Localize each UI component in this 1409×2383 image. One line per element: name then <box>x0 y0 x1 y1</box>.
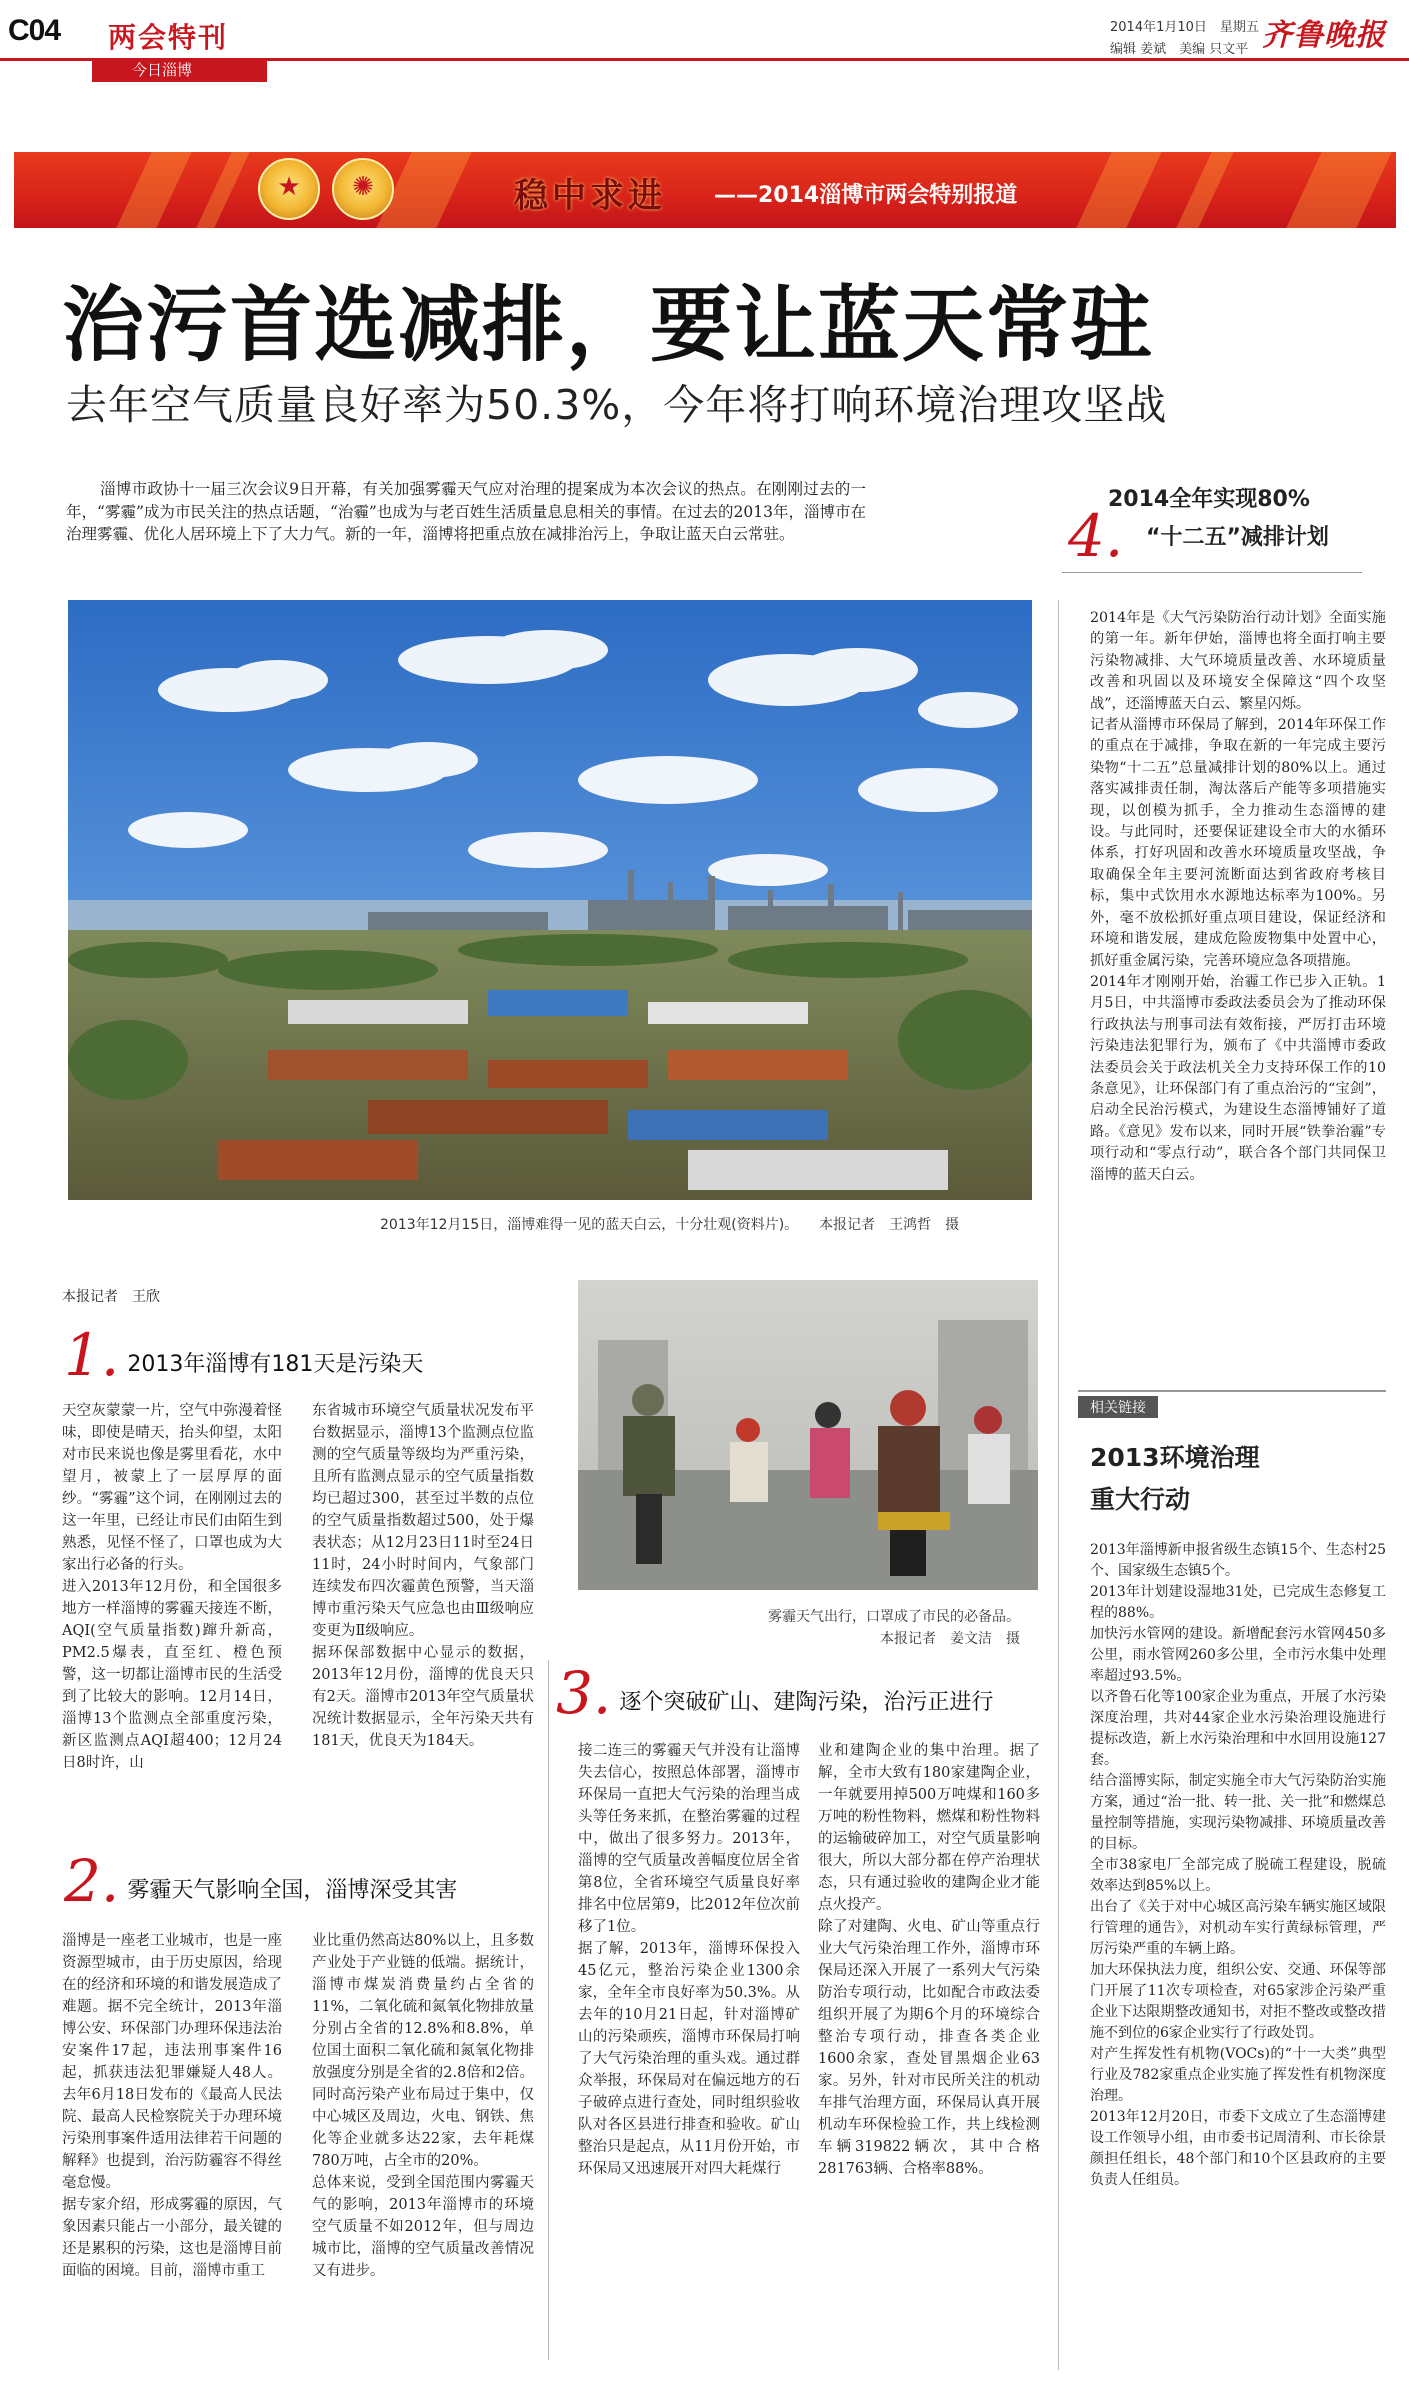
photo-caption-main: 2013年12月15日，淄博难得一见的蓝天白云，十分壮观(资料片)。 本报记者 王鸿哲 摄 <box>380 1217 960 1233</box>
section-1-head <box>64 1321 424 1389</box>
photo-smog-commuters <box>578 1280 1038 1590</box>
section-number: 4. <box>1068 502 1124 570</box>
related-title-line1: 2013环境治理 <box>1090 1443 1260 1472</box>
column-divider <box>548 1660 549 2360</box>
section-1-col1: 天空灰蒙蒙一片，空气中弥漫着怪味，即使是晴天，抬头仰望，太阳对市民来说也像是雾里看花，水中望月，被蒙上了一层厚厚的面纱。“雾霾”这个词，在刚刚过去的这一年里，已经让市民们由陌生到熟悉，见怪不怪了，口罩也成为大家出行必备的行头。 进入2013年12月份，和全国很多地方一样淄博的雾霾天接连不断，AQI(空气质量指数)蹿升新高，PM2.5爆表，直至红、橙色预警，这一切都让淄博市民的生活受到了比较大的影响。12月14日，淄博13个监测点全部重度污染，新区监测点AQI超400；12月24日8时许，山 <box>62 1403 282 1771</box>
section-number: 3. <box>556 1659 612 1727</box>
banner-headline: 稳中求进 <box>514 176 666 216</box>
byline: 本报记者 王欣 <box>62 1289 160 1305</box>
section-number: 2. <box>64 1847 120 1915</box>
section-title-text: 2013年淄博有181天是污染天 <box>127 1352 424 1377</box>
section-2-col1: 淄博是一座老工业城市，也是一座资源型城市，由于历史原因，给现在的经济和环境的和谐发展造成了难题。据不完全统计，2013年淄博公安、环保部门办理环保违法治安案件17起，违法刑事案件16起，抓获违法犯罪嫌疑人48人。去年6月18日发布的《最高人民法院、最高人民检察院关于办理环境污染刑事案件适用法律若干问题的解释》也提到，治污防霾容不得丝毫怠慢。 据专家介绍，形成雾霾的原因，气象因素只能占一小部分，最关键的还是累积的污染，这也是淄博目前面临的困境。目前，淄博市重工 <box>62 1933 282 2279</box>
newspaper-logo: 齐鲁晚报 <box>1262 18 1386 53</box>
national-emblem-icon: ★ <box>258 158 320 220</box>
banner-subtitle: ——2014淄博市两会特别报道 <box>714 183 1018 208</box>
section-1-col2: 东省城市环境空气质量状况发布平台数据显示，淄博13个监测点位监测的空气质量等级均为严重污染，且所有监测点显示的空气质量指数均已超过300，甚至过半数的点位的空气质量指数超过500，处于爆表状态；从12月23日11时至24日11时，24小时时间内，气象部门连续发布四次霾黄色预警，当天淄博市重污染天气应急也由Ⅲ级响应变更为Ⅱ级响应。 据环保部数据中心显示的数据，2013年12月份，淄博的优良天只有2天。淄博市2013年空气质量状况统计数据显示，全年污染天共有181天，优良天为184天。 <box>312 1403 534 1749</box>
caption-smog-line2: 本报记者 姜文洁 摄 <box>880 1631 1020 1647</box>
editor-credits: 编辑 姜斌 美编 只文平 <box>1110 42 1249 57</box>
section-3-col2: 业和建陶企业的集中治理。据了解，全市大致有180家建陶企业，一年就要用掉500万吨煤和160多万吨的粉性物料，燃煤和粉性物料的运输破碎加工，对空气质量影响很大，所以大部分都在停产治理状态，只有通过验收的建陶企业才能点火投产。 除了对建陶、火电、矿山等重点行业大气污染治理工作外，淄博市环保局还深入开展了一系列大气污染防治专项行动，比如配合市政法委组织开展了为期6个月的环境综合整治专项行动，排查各类企业1600余家，查处冒黑烟企业63家。另外，针对市民所关注的机动车排气治理方面，环保局认真开展机动车环保检验工作，共上线检测车辆319822辆次，其中合格281763辆、合格率88%。 <box>818 1743 1040 2177</box>
article-lead: 淄博市政协十一届三次会议9日开幕，有关加强雾霾天气应对治理的提案成为本次会议的热点。在刚刚过去的一年，“雾霾”成为市民关注的热点话题，“治霾”也成为与老百姓生活质量息息相关的事情。在过去的2013年，淄博市在治理雾霾、优化人居环境上下了大力气。新的一年，淄博将把重点放在减排治污上，争取让蓝天白云常驻。 <box>66 480 866 543</box>
photo-blue-sky-city <box>68 600 1032 1200</box>
city-skyline-illustration <box>68 600 1032 1200</box>
section-title-line1: 2014全年实现80% <box>1108 487 1310 512</box>
section-4-text: 2014年是《大气污染防治行动计划》全面实施的第一年。新年伊始，淄博也将全面打响主要污染物减排、大气环境质量改善、水环境质量改善和巩固以及环境安全保障这“四个攻坚战”，还淄博蓝天白云、繁星闪烁。 记者从淄博市环保局了解到，2014年环保工作的重点在于减排，争取在新的一年完成主要污染物“十二五”总量减排计划的80%以上。通过落实减排责任制，淘汰落后产能等多项措施实现，以创模为抓手，全力推动生态淄博的建设。与此同时，还要保证建设全市大的水循环体系，打好巩固和改善水环境质量攻坚战，争取确保全年主要河流断面达到省政府考核目标，集中式饮用水水源地达标率为100%。另外，毫不放松抓好重点项目建设，保证经济和环境和谐发展，建成危险废物集中处置中心，抓好重金属污染，完善环境应急各项措施。 2014年才刚刚开始，治霾工作已步入正轨。1月5日，中共淄博市委政法委员会为了推动环保行政执法与刑事司法有效衔接，严厉打击环境污染违法犯罪行为，颁布了《中共淄博市委政法委员会关于政法机关全力支持环保工作的10条意见》，让环保部门有了重点治污的“宝剑”，启动全民治污模式，为建设生态淄博铺好了道路。《意见》发布以来，同时开展“铁拳治霾”专项行动和“零点行动”，联合各个部门共同保卫淄博的蓝天白云。 <box>1090 610 1386 1183</box>
article-subheadline: 去年空气质量良好率为50.3%，今年将打响环境治理攻坚战 <box>66 381 1168 429</box>
related-text: 2013年淄博新申报省级生态镇15个、生态村25个、国家级生态镇5个。 2013年计划建设湿地31处，已完成生态修复工程的88%。 加快污水管网的建设。新增配套污水管网450多公里，雨水管网260多公里，全市污水集中处理率超过93.5%。 以齐鲁石化等100家企业为重点，开展了水污染深度治理，共对44家企业水污染治理设施进行提标改造，新上水污染治理和中水回用设施127套。 结合淄博实际，制定实施全市大气污染防治实施方案，通过“治一批、转一批、关一批”和燃煤总量控制等措施，实现污染物减排、环境质量改善的目标。 全市38家电厂全部完成了脱硫工程建设，脱硫效率达到85%以上。 出台了《关于对中心城区高污染车辆实施区域限行管理的通告》，对机动车实行黄绿标管理，严厉污染严重的车辆上路。 加大环保执法力度，组织公安、交通、环保等部门开展了11次专项检查，对65家涉企污染严重企业下达限期整改通知书，对拒不整改或整改措施不到位的6家企业实行了行政处罚。 对产生挥发性有机物(VOCs)的“十一大类”典型行业及782家重点企业实施了挥发性有机物深度治理。 2013年12月20日，市委下文成立了生态淄博建设工作领导小组，由市委书记周清利、市长徐景颜担任组长，48个部门和10个区县政府的主要负责人任组员。 <box>1090 1542 1386 2188</box>
section-title-line2: “十二五”减排计划 <box>1146 525 1329 550</box>
section-tag: 今日淄博 <box>92 58 267 82</box>
article-headline: 治污首选减排，要让蓝天常驻 <box>62 278 1155 373</box>
section-title: 两会特刊 <box>108 21 229 54</box>
section-3-head <box>556 1659 994 1727</box>
photo-caption-smog <box>660 1606 1020 1650</box>
special-report-banner <box>14 152 1396 228</box>
caption-smog-line1: 雾霾天气出行，口罩成了市民的必备品。 <box>768 1609 1020 1625</box>
smog-street-illustration <box>578 1280 1038 1590</box>
section-title-text: 逐个突破矿山、建陶污染，治污正进行 <box>619 1690 994 1715</box>
related-links-bar <box>1078 1390 1386 1414</box>
column-divider <box>1058 600 1059 2370</box>
section-rule <box>1062 572 1362 573</box>
related-links-label: 相关链接 <box>1078 1396 1158 1418</box>
issue-date: 2014年1月10日 星期五 <box>1110 20 1259 35</box>
section-2-col2: 业比重仍然高达80%以上，且多数产业处于产业链的低端。据统计，淄博市煤炭消费量约占全省的11%，二氧化硫和氮氧化物排放量分别占全省的12.8%和8.8%，单位国土面积二氧化硫和氮氧化物排放强度分别是全省的2.8倍和2倍。同时高污染产业布局过于集中，仅中心城区及周边，火电、钢铁、焦化等企业就多达22家，去年耗煤780万吨，占全市的20%。 总体来说，受到全国范围内雾霾天气的影响，2013年淄博市的环境空气质量不如2012年，但与周边城市比，淄博的空气质量改善情况又有进步。 <box>312 1933 534 2279</box>
section-3-col1: 接二连三的雾霾天气并没有让淄博失去信心，按照总体部署，淄博市环保局一直把大气污染的治理当成头等任务来抓，在整治雾霾的过程中，做出了很多努力。2013年，淄博的空气质量改善幅度位居全省第8位，全省环境空气质量良好率排名中位居第9，比2012年位次前移了1位。 据了解，2013年，淄博环保投入45亿元，整治污染企业1300余家，全年全市良好率为50.3%。从去年的10月21日起，针对淄博矿山的污染顽疾，淄博市环保局打响了大气污染治理的重头戏。通过群众举报，环保局对在偏远地方的石子破碎点进行查处，同时组织验收队对各区县进行排查和验收。矿山整治只是起点，从11月份开始，市环保局又迅速展开对四大耗煤行 <box>578 1743 800 2177</box>
section-number: 1. <box>64 1321 120 1389</box>
related-title-line2: 重大行动 <box>1090 1485 1191 1514</box>
section-2-head <box>64 1847 458 1915</box>
page-number: C04 <box>8 14 61 47</box>
cppcc-emblem-icon: ✺ <box>332 158 394 220</box>
section-title-text: 雾霾天气影响全国，淄博深受其害 <box>127 1878 458 1903</box>
